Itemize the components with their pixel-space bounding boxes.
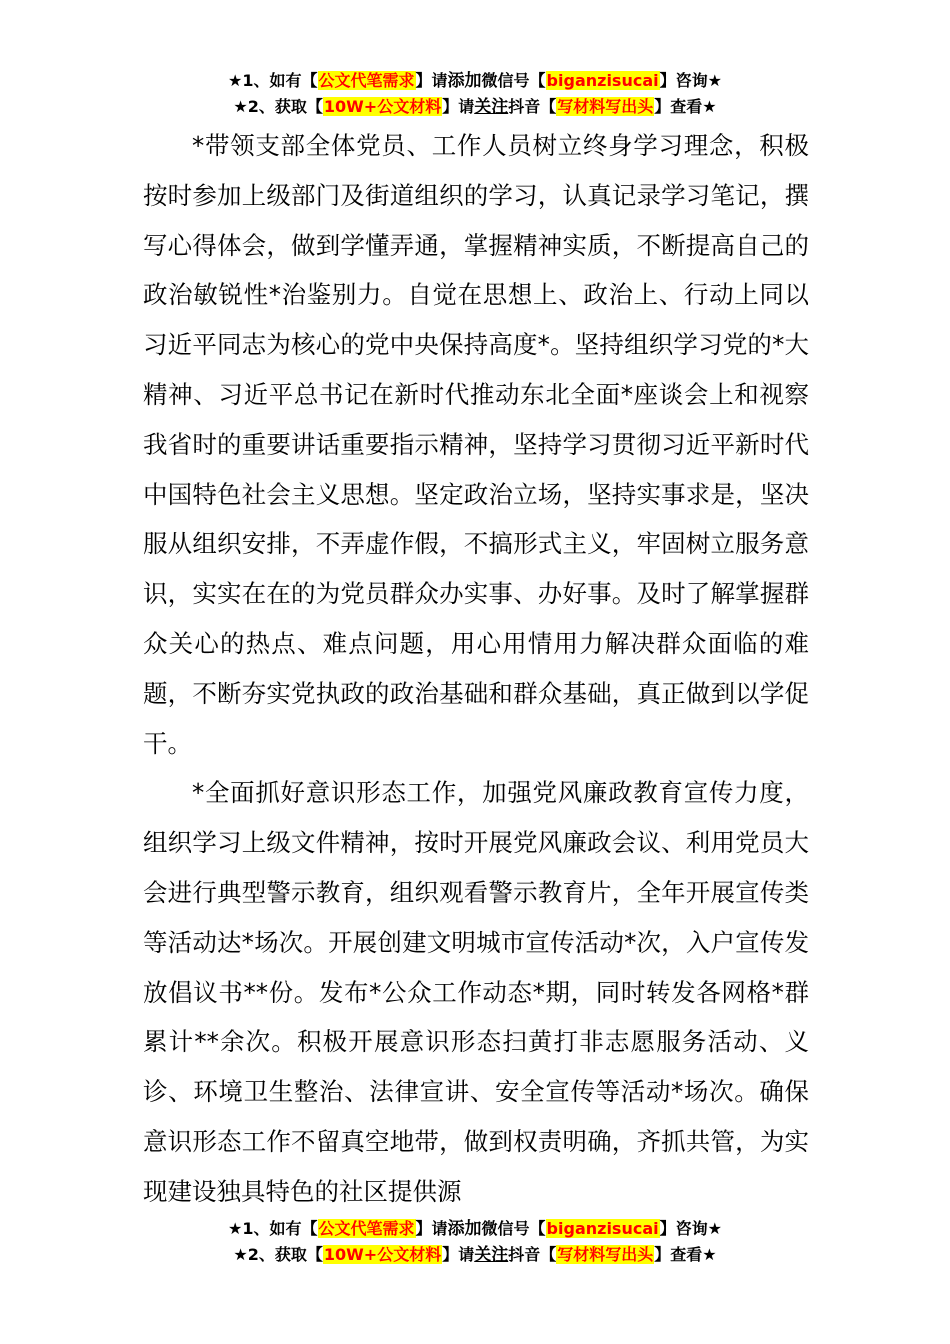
- banner-line-1: [0, 68, 950, 94]
- wechat-id: biganzisucai: [546, 71, 659, 90]
- footer-banner: [0, 1216, 950, 1268]
- banner-text: ★1、如有【: [228, 71, 318, 90]
- banner-text: ★2、获取【: [233, 1245, 323, 1264]
- banner-text: 】请: [415, 1219, 448, 1238]
- highlight-text: 10W+公文材料: [323, 1245, 442, 1264]
- highlight-text: 10W+公文材料: [323, 97, 442, 116]
- highlight-text: 公文代笔需求: [318, 71, 415, 90]
- banner-text: 抖音【: [508, 97, 557, 116]
- banner-text: 】请: [442, 97, 475, 116]
- banner-text: 微信号【: [481, 1219, 546, 1238]
- banner-text: 】请: [415, 71, 448, 90]
- emphasis-text: 添加: [447, 71, 482, 91]
- wechat-id: biganzisucai: [546, 1219, 659, 1238]
- banner-line-2: [0, 1242, 950, 1268]
- banner-text: 】查看★: [654, 1245, 717, 1264]
- header-banner: [0, 68, 950, 120]
- banner-line-1: [0, 1216, 950, 1242]
- banner-text: ★1、如有【: [228, 1219, 318, 1238]
- banner-text: 抖音【: [508, 1245, 557, 1264]
- douyin-account: 写材料写出头: [557, 97, 654, 116]
- banner-text: ★2、获取【: [233, 97, 323, 116]
- emphasis-text: 关注: [474, 1245, 509, 1265]
- banner-text: 微信号【: [481, 71, 546, 90]
- douyin-account: 写材料写出头: [557, 1245, 654, 1264]
- paragraph: *带领支部全体党员、工作人员树立终身学习理念，积极按时参加上级部门及街道组织的学习，认真记录学习笔记，撰写心得体会，做到学懂弄通，掌握精神实质，不断提高自己的政治敏锐性*治鉴别力。自觉在思想上、政治上、行动上同以习近平同志为核心的党中央保持高度*。坚持组织学习党的*大精神、习近平总书记在新时代推动东北全面*座谈会上和视察我省时的重要讲话重要指示精神，坚持学习贯彻习近平新时代中国特色社会主义思想。坚定政治立场，坚持实事求是，坚决服从组织安排，不弄虚作假，不搞形式主义，牢固树立服务意识，实实在在的为党员群众办实事、办好事。及时了解掌握群众关心的热点、难点问题，用心用情用力解决群众面临的难题，不断夯实党执政的政治基础和群众基础，真正做到以学促干。: [143, 131, 809, 758]
- banner-text: 】咨询★: [659, 1219, 722, 1238]
- banner-text: 】查看★: [654, 97, 717, 116]
- paragraph: *全面抓好意识形态工作，加强党风廉政教育宣传力度，组织学习上级文件精神，按时开展党风廉政会议、利用党员大会进行典型警示教育，组织观看警示教育片，全年开展宣传类等活动达*场次。开展创建文明城市宣传活动*次，入户宣传发放倡议书**份。发布*公众工作动态*期，同时转发各网格*群累计**余次。积极开展意识形态扫黄打非志愿服务活动、义诊、环境卫生整治、法律宣讲、安全宣传等活动*场次。确保意识形态工作不留真空地带，做到权责明确，齐抓共管，为实现建设独具特色的社区提供源: [143, 778, 809, 1206]
- emphasis-text: 添加: [447, 1219, 482, 1239]
- document-body: [143, 121, 809, 1217]
- emphasis-text: 关注: [474, 97, 509, 117]
- banner-text: 】请: [442, 1245, 475, 1264]
- banner-line-2: [0, 94, 950, 120]
- banner-text: 】咨询★: [659, 71, 722, 90]
- highlight-text: 公文代笔需求: [318, 1219, 415, 1238]
